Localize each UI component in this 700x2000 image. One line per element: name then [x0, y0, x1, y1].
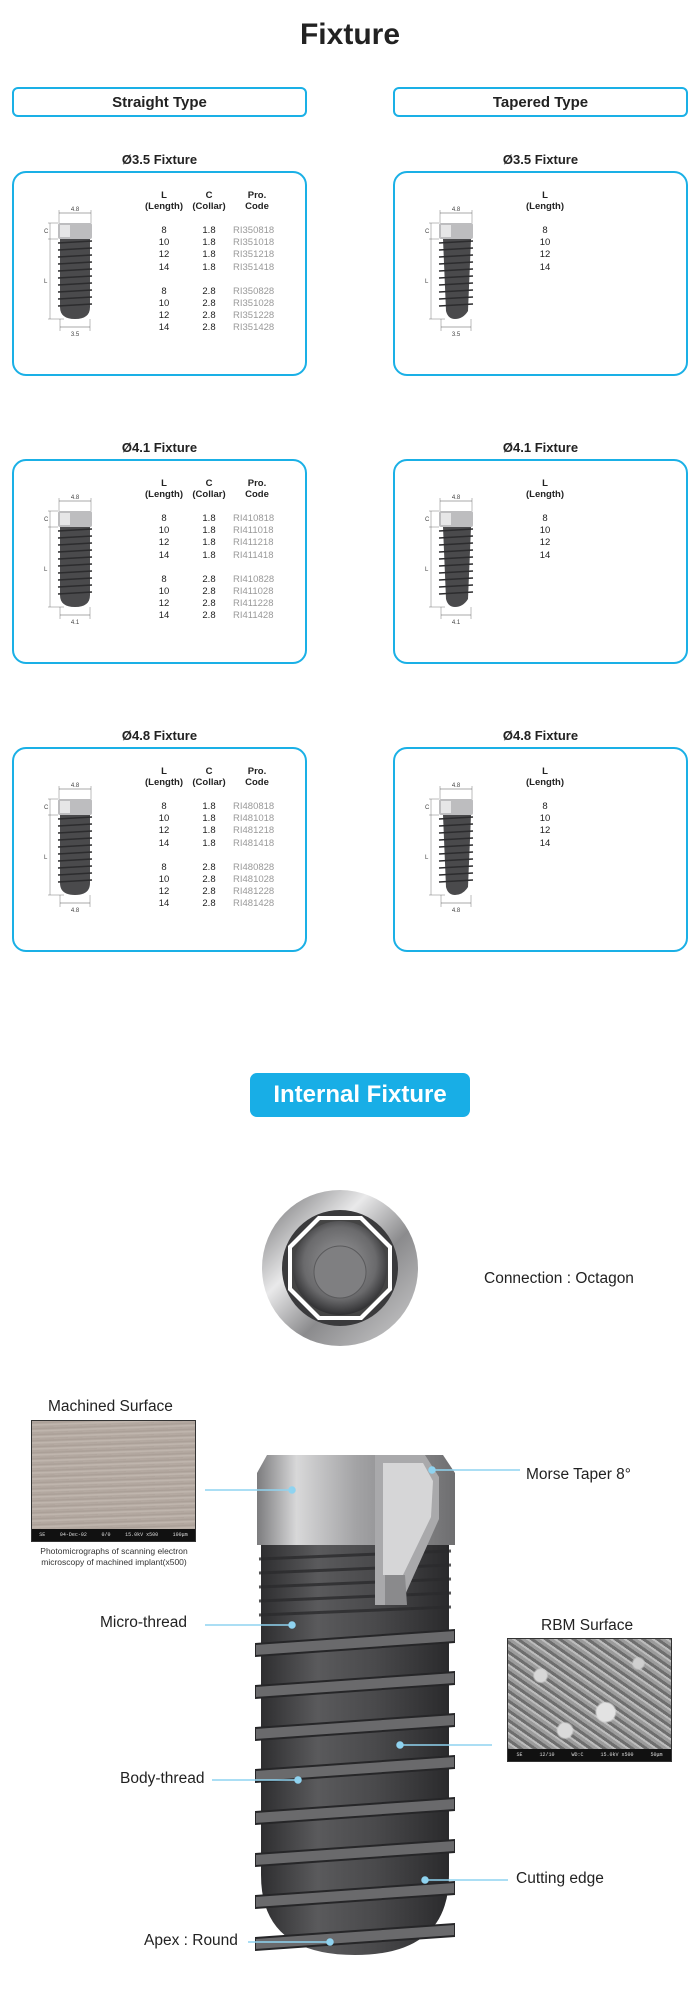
tapered-fixture-title: Ø4.8 Fixture: [502, 728, 579, 743]
length-mark: L: [44, 279, 48, 285]
collar-header-sub: (Collar): [192, 777, 226, 788]
length-mark: L: [425, 567, 429, 573]
spec-cell: 12: [158, 598, 170, 610]
spec-cell: 10: [539, 237, 551, 249]
spec-column-lengths: [144, 225, 184, 335]
straight-fixture-card: [12, 171, 307, 376]
spec-cell: 14: [158, 549, 170, 561]
code-header-label: Pro.: [247, 478, 267, 489]
length-header: [144, 190, 184, 212]
length-header-sub: (Length): [526, 777, 564, 788]
spec-cell: 12: [158, 886, 170, 898]
straight-fixture-title: Ø4.8 Fixture: [121, 728, 198, 743]
spec-cell: 8: [161, 285, 167, 297]
code-header: [234, 766, 280, 788]
spec-cell: 14: [158, 261, 170, 273]
machined-surface-caption: Photomicrographs of scanning electron microscopy of machined implant(x500): [40, 1546, 188, 1567]
bottom-diameter-label: 3.5: [70, 332, 80, 338]
spec-column-lengths: [525, 801, 565, 850]
spec-cell: RI351018: [233, 237, 275, 249]
bottom-diameter-label: 4.8: [451, 908, 461, 914]
spec-cell: 1.8: [202, 513, 216, 524]
spec-cell: 1.8: [202, 801, 216, 812]
spec-cell: 2.8: [202, 310, 216, 322]
sem-bar-field: SE: [39, 1532, 46, 1538]
spec-cell: 12: [539, 537, 551, 549]
spec-cell: RI411218: [233, 537, 274, 549]
bottom-diameter-label: 3.5: [451, 332, 461, 338]
spec-cell: 8: [542, 225, 548, 236]
spec-column-collars: [189, 801, 229, 911]
spec-cell: RI351228: [233, 310, 275, 322]
spec-cell: 2.8: [202, 298, 216, 310]
implant-diagram: [419, 489, 491, 639]
machined-surface-label: Machined Surface: [48, 1398, 173, 1415]
collar-header: [189, 190, 229, 212]
rbm-surface-micrograph: [507, 1638, 672, 1762]
spec-column-codes: [233, 801, 273, 911]
spec-cell: 8: [161, 513, 167, 524]
spec-cell: 10: [158, 237, 170, 249]
spec-cell: RI480828: [233, 861, 275, 873]
sem-bar-field: 15.0kV x500: [125, 1532, 159, 1538]
top-diameter-label: 4.8: [70, 495, 80, 501]
spec-cell: 2.8: [202, 861, 216, 873]
sem-bar-field: SE: [516, 1752, 523, 1758]
length-header-sub: (Length): [145, 777, 183, 788]
spec-cell: 14: [539, 549, 551, 561]
spec-cell: RI411228: [233, 598, 274, 610]
spec-cell: 10: [158, 813, 170, 825]
spec-cell: 12: [158, 249, 170, 261]
length-header-sub: (Length): [145, 489, 183, 500]
spec-column-lengths: [525, 225, 565, 274]
spec-cell: 8: [161, 861, 167, 873]
connection-label: Connection : Octagon: [484, 1270, 634, 1287]
spec-cell: 12: [158, 310, 170, 322]
morse-taper-label: Morse Taper 8°: [526, 1466, 631, 1483]
spec-cell: 14: [158, 898, 170, 910]
spec-column-codes: [233, 513, 273, 623]
top-diameter-label: 4.8: [451, 495, 461, 501]
length-header: [525, 766, 565, 788]
top-diameter-label: 4.8: [70, 207, 80, 213]
spec-cell: 1.8: [202, 549, 216, 561]
spec-cell: RI481428: [233, 898, 275, 910]
collar-header-sub: (Collar): [192, 489, 226, 500]
sem-bar-field: 0/0: [101, 1532, 111, 1538]
spec-cell: 14: [158, 837, 170, 849]
apex-label: Apex : Round: [144, 1932, 238, 1949]
length-mark: L: [425, 279, 429, 285]
top-diameter-label: 4.8: [70, 783, 80, 789]
spec-cell: 8: [161, 801, 167, 812]
straight-fixture-card: [12, 747, 307, 952]
spec-cell: 8: [542, 513, 548, 524]
spec-cell: RI350818: [233, 225, 275, 236]
micro-thread-label: Micro-thread: [100, 1614, 187, 1631]
straight-fixture-title: Ø4.1 Fixture: [121, 440, 198, 455]
code-header-sub: Code: [245, 489, 269, 500]
spec-column-codes: [233, 225, 273, 335]
sem-bar-field: 12/10: [539, 1752, 555, 1758]
length-header-sub: (Length): [145, 201, 183, 212]
length-header-sub: (Length): [526, 201, 564, 212]
implant-diagram-wrap: [38, 201, 110, 351]
implant-diagram-wrap: [419, 777, 491, 927]
straight-fixture-title: Ø3.5 Fixture: [121, 152, 198, 167]
bottom-diameter-label: 4.1: [451, 620, 461, 626]
collar-mark: C: [44, 517, 49, 523]
collar-header: [189, 478, 229, 500]
spec-cell: 1.8: [202, 813, 216, 825]
straight-type-header: Straight Type: [12, 87, 307, 117]
spec-cell: RI351418: [233, 261, 275, 273]
sem-bar-field: 100μm: [172, 1532, 188, 1538]
spec-cell: 10: [158, 586, 170, 598]
spec-cell: 12: [539, 249, 551, 261]
code-header-sub: Code: [245, 777, 269, 788]
length-header-label: L: [542, 478, 548, 489]
spec-cell: 8: [542, 801, 548, 812]
spec-cell: RI481018: [233, 813, 275, 825]
spec-cell: 12: [158, 537, 170, 549]
spec-cell: 10: [539, 525, 551, 537]
spec-cell: 10: [158, 874, 170, 886]
spec-column-lengths: [144, 801, 184, 911]
top-diameter-label: 4.8: [451, 207, 461, 213]
spec-cell: 2.8: [202, 610, 216, 622]
spec-cell: 2.8: [202, 874, 216, 886]
cutting-edge-label: Cutting edge: [516, 1870, 604, 1887]
spec-cell: RI351218: [233, 249, 275, 261]
spec-cell: RI410828: [233, 573, 275, 585]
implant-diagram-wrap: [419, 489, 491, 639]
code-header: [234, 190, 280, 212]
sem-scale-bar: [508, 1749, 671, 1761]
collar-mark: C: [425, 229, 430, 235]
length-mark: L: [44, 855, 48, 861]
spec-cell: 2.8: [202, 322, 216, 334]
spec-cell: 12: [539, 825, 551, 837]
spec-cell: 14: [539, 261, 551, 273]
spec-column-collars: [189, 225, 229, 335]
tapered-fixture-card: [393, 171, 688, 376]
spec-cell: 14: [158, 322, 170, 334]
collar-mark: C: [44, 805, 49, 811]
spec-cell: 12: [158, 825, 170, 837]
length-header-label: L: [161, 478, 167, 489]
collar-header-label: C: [205, 478, 213, 489]
sem-bar-field: 15.0kV x500: [600, 1752, 634, 1758]
implant-diagram-wrap: [38, 489, 110, 639]
tapered-fixture-title: Ø4.1 Fixture: [502, 440, 579, 455]
spec-cell: 1.8: [202, 249, 216, 261]
spec-cell: RI351428: [233, 322, 275, 334]
code-header: [234, 478, 280, 500]
spec-cell: RI351028: [233, 298, 275, 310]
implant-diagram: [38, 201, 110, 351]
tapered-fixture-card: [393, 459, 688, 664]
code-header-label: Pro.: [247, 190, 267, 201]
spec-cell: 10: [539, 813, 551, 825]
body-thread-label: Body-thread: [120, 1770, 205, 1787]
length-mark: L: [44, 567, 48, 573]
rbm-surface-label: RBM Surface: [541, 1617, 634, 1634]
connection-top-view: [260, 1188, 420, 1348]
collar-mark: C: [44, 229, 49, 235]
sem-bar-field: WD:C: [571, 1752, 584, 1758]
length-header: [144, 766, 184, 788]
length-header-label: L: [161, 766, 167, 777]
spec-cell: 2.8: [202, 285, 216, 297]
spec-cell: RI481228: [233, 886, 275, 898]
implant-diagram: [38, 777, 110, 927]
spec-cell: 2.8: [202, 586, 216, 598]
tapered-fixture-card: [393, 747, 688, 952]
bottom-diameter-label: 4.1: [70, 620, 80, 626]
spec-cell: 8: [161, 225, 167, 236]
spec-cell: RI411018: [233, 525, 274, 537]
spec-cell: 10: [158, 298, 170, 310]
length-header-sub: (Length): [526, 489, 564, 500]
collar-header-label: C: [205, 766, 213, 777]
spec-cell: 2.8: [202, 886, 216, 898]
spec-cell: 2.8: [202, 898, 216, 910]
collar-header: [189, 766, 229, 788]
spec-cell: 1.8: [202, 825, 216, 837]
implant-diagram-wrap: [38, 777, 110, 927]
spec-cell: 1.8: [202, 225, 216, 236]
spec-cell: RI481028: [233, 874, 275, 886]
tapered-fixture-title: Ø3.5 Fixture: [502, 152, 579, 167]
length-mark: L: [425, 855, 429, 861]
length-header: [144, 478, 184, 500]
implant-diagram: [38, 489, 110, 639]
spec-column-lengths: [144, 513, 184, 623]
spec-cell: RI480818: [233, 801, 275, 812]
spec-cell: RI411428: [233, 610, 274, 622]
length-header: [525, 478, 565, 500]
page-title: Fixture: [299, 18, 401, 51]
length-header-label: L: [542, 766, 548, 777]
length-header: [525, 190, 565, 212]
collar-mark: C: [425, 805, 430, 811]
internal-fixture-badge: Internal Fixture: [250, 1073, 470, 1117]
bottom-diameter-label: 4.8: [70, 908, 80, 914]
code-header-sub: Code: [245, 201, 269, 212]
tapered-type-header: Tapered Type: [393, 87, 688, 117]
straight-fixture-card: [12, 459, 307, 664]
spec-cell: 1.8: [202, 537, 216, 549]
spec-cell: 2.8: [202, 573, 216, 585]
spec-cell: 10: [158, 525, 170, 537]
spec-cell: 1.8: [202, 237, 216, 249]
spec-cell: RI410818: [233, 513, 275, 524]
code-header-label: Pro.: [247, 766, 267, 777]
spec-cell: RI411028: [233, 586, 274, 598]
spec-column-collars: [189, 513, 229, 623]
length-header-label: L: [161, 190, 167, 201]
top-diameter-label: 4.8: [451, 783, 461, 789]
spec-cell: 14: [158, 610, 170, 622]
collar-header-label: C: [205, 190, 213, 201]
collar-mark: C: [425, 517, 430, 523]
implant-diagram: [419, 777, 491, 927]
collar-header-sub: (Collar): [192, 201, 226, 212]
sem-bar-field: 04-Dec-02: [59, 1532, 87, 1538]
spec-cell: 8: [161, 573, 167, 585]
implant-diagram-wrap: [419, 201, 491, 351]
spec-cell: 1.8: [202, 261, 216, 273]
spec-cell: RI350828: [233, 285, 275, 297]
length-header-label: L: [542, 190, 548, 201]
spec-column-lengths: [525, 513, 565, 562]
sem-bar-field: 50μm: [650, 1752, 663, 1758]
implant-diagram: [419, 201, 491, 351]
spec-cell: RI411418: [233, 549, 274, 561]
spec-cell: 2.8: [202, 598, 216, 610]
spec-cell: 1.8: [202, 837, 216, 849]
spec-cell: 14: [539, 837, 551, 849]
spec-cell: 1.8: [202, 525, 216, 537]
spec-cell: RI481418: [233, 837, 275, 849]
spec-cell: RI481218: [233, 825, 275, 837]
